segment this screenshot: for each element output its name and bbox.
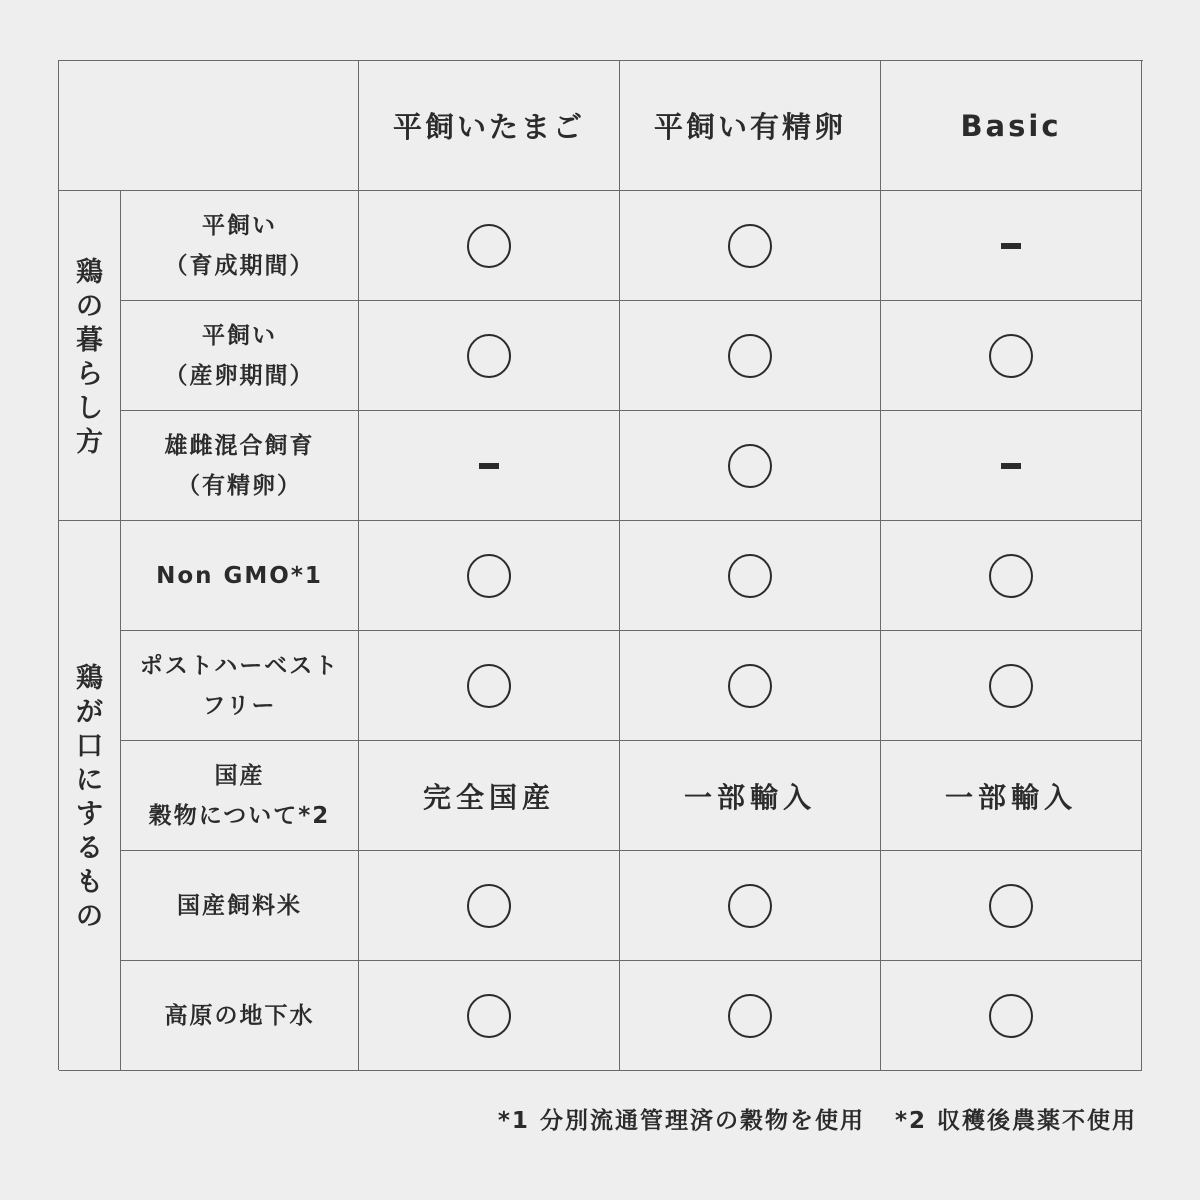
- row-label-line1: 平飼い: [202, 322, 277, 349]
- group-label-living-text: 鶏の暮らし方: [76, 256, 103, 458]
- group-label-feed: [59, 521, 121, 1071]
- circle-mark-icon: [728, 664, 772, 708]
- circle-mark-icon: [728, 224, 772, 268]
- footnote-1: *1 分別流通管理済の穀物を使用: [497, 1108, 865, 1134]
- column-header-basic: Basic: [881, 61, 1142, 191]
- circle-mark-icon: [989, 884, 1033, 928]
- row-label: [121, 411, 359, 521]
- value-cell: [881, 851, 1142, 961]
- value-text: 一部輸入: [944, 780, 1077, 814]
- group-label-living: [59, 191, 121, 521]
- circle-mark-icon: [989, 994, 1033, 1038]
- value-cell: [359, 851, 620, 961]
- value-cell: [359, 411, 620, 521]
- row-label: [121, 301, 359, 411]
- row-label-line1: 国産飼料米: [177, 892, 302, 919]
- circle-mark-icon: [467, 664, 511, 708]
- value-cell: [881, 521, 1142, 631]
- value-cell: [359, 961, 620, 1071]
- row-label: [121, 521, 359, 631]
- row-label-line1: 国産: [214, 762, 265, 789]
- row-label: [121, 191, 359, 301]
- comparison-table: [58, 60, 1143, 1070]
- circle-mark-icon: [467, 224, 511, 268]
- circle-mark-icon: [728, 884, 772, 928]
- value-cell: [359, 741, 620, 851]
- circle-mark-icon: [989, 664, 1033, 708]
- circle-mark-icon: [728, 554, 772, 598]
- value-cell: [359, 301, 620, 411]
- value-text: 完全国産: [422, 780, 555, 814]
- value-cell: [620, 191, 881, 301]
- row-label: [121, 961, 359, 1071]
- value-cell: [620, 741, 881, 851]
- value-cell: [359, 631, 620, 741]
- circle-mark-icon: [728, 334, 772, 378]
- value-cell: [620, 961, 881, 1071]
- value-cell: [881, 411, 1142, 521]
- group-label-feed-text: 鶏が口にするもの: [76, 662, 103, 932]
- value-cell: [620, 631, 881, 741]
- dash-mark-icon: [479, 463, 499, 469]
- footnotes: [498, 1102, 1137, 1135]
- row-label-line1: 雄雌混合飼育: [164, 432, 315, 459]
- value-cell: [620, 411, 881, 521]
- circle-mark-icon: [467, 334, 511, 378]
- value-cell: [359, 191, 620, 301]
- row-label-line2: （育成期間）: [164, 252, 315, 279]
- circle-mark-icon: [728, 994, 772, 1038]
- value-cell: [620, 851, 881, 961]
- row-label-line1: Non GMO*1: [156, 562, 323, 589]
- row-label-line2: （有精卵）: [177, 472, 302, 499]
- row-label-line1: 平飼い: [202, 212, 277, 239]
- value-cell: [881, 301, 1142, 411]
- circle-mark-icon: [728, 444, 772, 488]
- row-label: [121, 741, 359, 851]
- circle-mark-icon: [467, 884, 511, 928]
- header-corner: [59, 61, 359, 191]
- dash-mark-icon: [1001, 463, 1021, 469]
- value-cell: [881, 741, 1142, 851]
- row-label-line2: フリー: [202, 692, 277, 719]
- circle-mark-icon: [989, 554, 1033, 598]
- row-label-line1: ポストハーベスト: [139, 652, 340, 679]
- column-header-hiragai-tamago: 平飼いたまご: [359, 61, 620, 191]
- row-label: [121, 631, 359, 741]
- value-cell: [881, 961, 1142, 1071]
- circle-mark-icon: [989, 334, 1033, 378]
- value-cell: [620, 521, 881, 631]
- value-cell: [359, 521, 620, 631]
- circle-mark-icon: [467, 994, 511, 1038]
- row-label: [121, 851, 359, 961]
- row-label-line2: 穀物について*2: [148, 802, 331, 829]
- dash-mark-icon: [1001, 243, 1021, 249]
- value-cell: [881, 191, 1142, 301]
- row-label-line2: （産卵期間）: [164, 362, 315, 389]
- value-cell: [881, 631, 1142, 741]
- circle-mark-icon: [467, 554, 511, 598]
- column-header-hiragai-yuseiran: 平飼い有精卵: [620, 61, 881, 191]
- footnote-2: *2 収穫後農薬不使用: [894, 1108, 1137, 1134]
- row-label-line1: 高原の地下水: [164, 1002, 315, 1029]
- value-text: 一部輸入: [683, 780, 816, 814]
- value-cell: [620, 301, 881, 411]
